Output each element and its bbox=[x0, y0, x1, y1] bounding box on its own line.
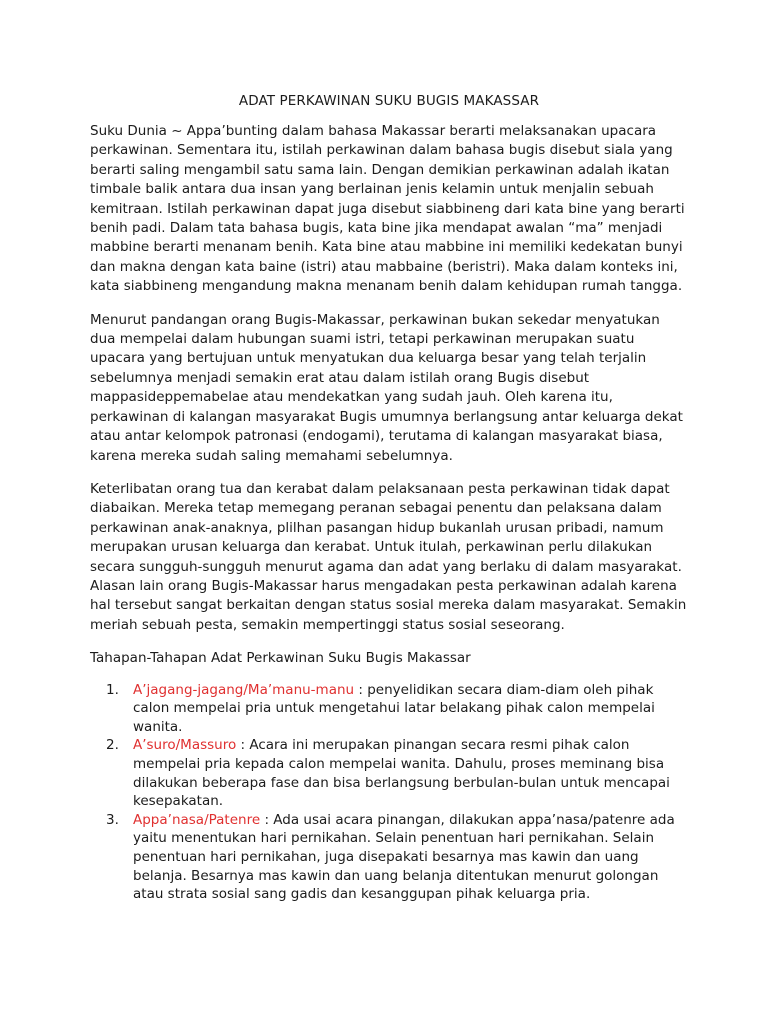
stage-term-link[interactable]: A’jagang-jagang/Ma’manu-manu bbox=[133, 681, 355, 698]
list-item bbox=[90, 736, 688, 810]
paragraph-intro: Suku Dunia ~ Appa’bunting dalam bahasa Makassar berarti melaksanakan upacara perkawinan. Sementara itu, istilah perkawinan dalam bahasa bugis disebut siala yang berarti saling mengambil satu sama lain. Dengan demikian perkawinan adalah ikatan timbale balik antara dua insan yang berlainan jenis kelamin untuk menjalin sebuah kemitraan. Istilah perkawinan dapat juga disebut siabbineng dari kata bine yang berarti benih padi. Dalam tata bahasa bugis, kata bine jika mendapat awalan “ma” menjadi mabbine berarti menanam benih. Kata bine atau mabbine ini memiliki kedekatan bunyi dan makna dengan kata baine (istri) atau mabbaine (beristri). Maka dalam konteks ini, kata siabbineng mengandung makna menanam benih dalam kehidupan rumah tangga. bbox=[90, 123, 685, 295]
stage-description: : Acara ini merupakan pinangan secara resmi pihak calon mempelai pria kepada calon mempelai wanita. Dahulu, proses meminang bisa dilakukan beberapa fase dan bisa berlangsung berbulan-bulan untuk mencapai kesepakatan. bbox=[133, 737, 670, 810]
paragraph-view: Menurut pandangan orang Bugis-Makassar, perkawinan bukan sekedar menyatukan dua mempelai dalam hubungan suami istri, tetapi perkawinan merupakan suatu upacara yang bertujuan untuk menyatukan dua keluarga besar yang telah terjalin sebelumnya menjadi semakin erat atau dalam istilah orang Bugis disebut mappasideppemabelae atau mendekatkan yang sudah jauh. Oleh karena itu, perkawinan di kalangan masyarakat Bugis umumnya berlangsung antar keluarga dekat atau antar kelompok patronasi (endogami), terutama di kalangan masyarakat biasa, karena mereka sudah saling memahami sebelumnya. bbox=[90, 311, 683, 464]
list-item-number: 3. bbox=[106, 811, 119, 828]
stage-term-link[interactable]: Appa’nasa/Patenre bbox=[133, 811, 261, 828]
list-item-number: 1. bbox=[106, 681, 119, 698]
document-title: ADAT PERKAWINAN SUKU BUGIS MAKASSAR bbox=[238, 93, 540, 109]
stages-list bbox=[90, 681, 688, 904]
paragraph-family-role: Keterlibatan orang tua dan kerabat dalam pelaksanaan pesta perkawinan tidak dapat diabaikan. Mereka tetap memegang peranan sebagai penentu dan pelaksana dalam perkawinan anak-anaknya, plilhan pasangan hidup bukanlah urusan pribadi, namum merupakan urusan keluarga dan kerabat. Untuk itulah, perkawinan perlu dilakukan secara sungguh-sungguh menurut agama dan adat yang berlaku di dalam masyarakat. Alasan lain orang Bugis-Makassar harus mengadakan pesta perkawinan adalah karena hal tersebut sangat berkaitan dengan status sosial mereka dalam masyarakat. Semakin meriah sebuah pesta, semakin mempertinggi status sosial seseorang. bbox=[90, 480, 687, 633]
stage-term-link[interactable]: A’suro/Massuro bbox=[133, 737, 237, 754]
stages-subheading: Tahapan-Tahapan Adat Perkawinan Suku Bugis Makassar bbox=[90, 650, 471, 667]
list-item-number: 2. bbox=[106, 737, 119, 754]
list-item bbox=[90, 811, 688, 904]
list-item bbox=[90, 681, 688, 737]
stage-description: : penyelidikan secara diam-diam oleh pihak calon mempelai pria untuk mengetahui latar belakang pihak calon mempelai wanita. bbox=[133, 681, 655, 735]
stage-description: : Ada usai acara pinangan, dilakukan appa’nasa/patenre ada yaitu menentukan hari pernikahan. Selain penentuan hari pernikahan. Selain penentuan hari pernikahan, juga disepakati besarnya mas kawin dan uang belanja. Besarnya mas kawin dan uang belanja ditentukan menurut golongan atau strata sosial sang gadis dan kesanggupan pihak keluarga pria. bbox=[133, 811, 675, 903]
